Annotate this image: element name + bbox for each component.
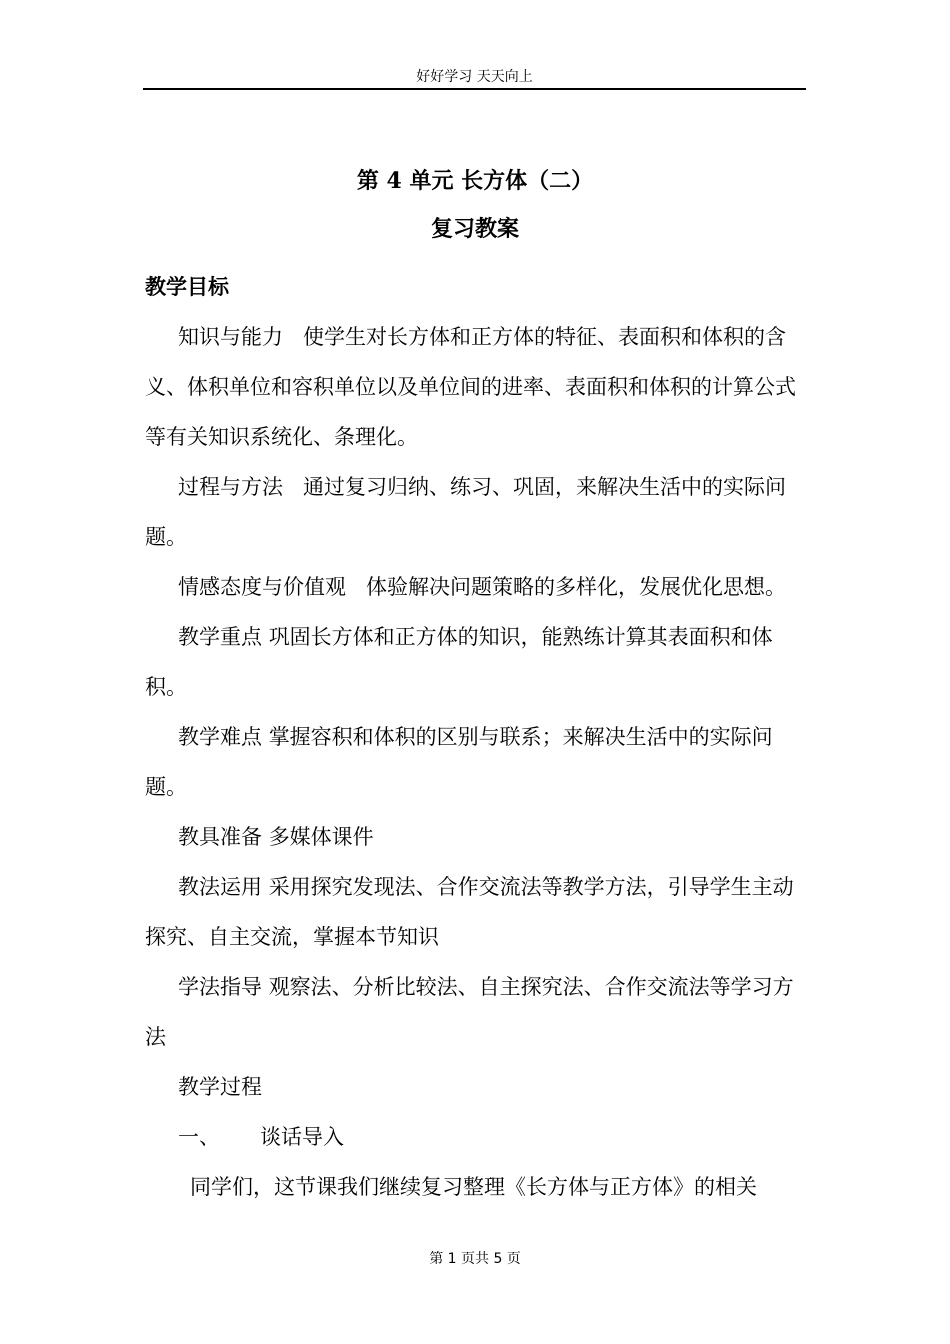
difficulty-label: 教学难点 [178,725,262,749]
method-paragraph [145,862,810,962]
page-header: 好好学习 天天向上 [143,66,806,90]
knowledge-label: 知识与能力 [178,325,283,349]
knowledge-text: 使学生对长方体和正方体的特征、表面积和体积的含义、体积单位和容积单位以及单位间的进率、表面积和体积的计算公式等有关知识系统化、条理化。 [145,325,796,449]
key-point-paragraph [145,612,810,712]
method-label: 教法运用 [178,875,262,899]
key-point-text: 巩固长方体和正方体的知识，能熟练计算其表面积和体积。 [145,625,773,699]
emotion-label: 情感态度与价值观 [178,575,346,599]
tools-paragraph [145,812,810,862]
key-point-label: 教学重点 [178,625,262,649]
emotion-text: 体验解决问题策略的多样化，发展优化思想。 [366,575,786,599]
study-label: 学法指导 [178,975,262,999]
tools-label: 教具准备 [178,825,262,849]
difficulty-paragraph [145,712,810,812]
objectives-heading: 教学目标 [145,274,229,299]
emotion-paragraph [145,562,810,612]
section-1-title: 谈话导入 [260,1125,344,1149]
knowledge-paragraph [145,312,810,462]
method-text: 采用探究发现法、合作交流法等教学方法，引导学生主动探究、自主交流，掌握本节知识 [145,875,794,949]
study-text: 观察法、分析比较法、自主探究法、合作交流法等学习方法 [145,975,794,1049]
process-text: 通过复习归纳、练习、巩固，来解决生活中的实际问题。 [145,475,786,549]
document-subtitle: 复习教案 [430,216,519,242]
intro-paragraph: 同学们，这节课我们继续复习整理《长方体与正方体》的相关 [190,1175,757,1199]
section-1-number: 一、 [178,1125,220,1149]
process-heading: 教学过程 [178,1075,262,1099]
page-footer: 第 1 页共 5 页 [429,1251,521,1267]
section-1-heading [145,1112,810,1162]
tools-text: 多媒体课件 [268,825,374,849]
difficulty-text: 掌握容积和体积的区别与联系；来解决生活中的实际问题。 [145,725,773,799]
document-title: 第 4 单元 长方体（二） [356,168,594,194]
study-paragraph [145,962,810,1062]
document-body [145,262,810,1212]
process-label: 过程与方法 [178,475,283,499]
process-paragraph [145,462,810,562]
